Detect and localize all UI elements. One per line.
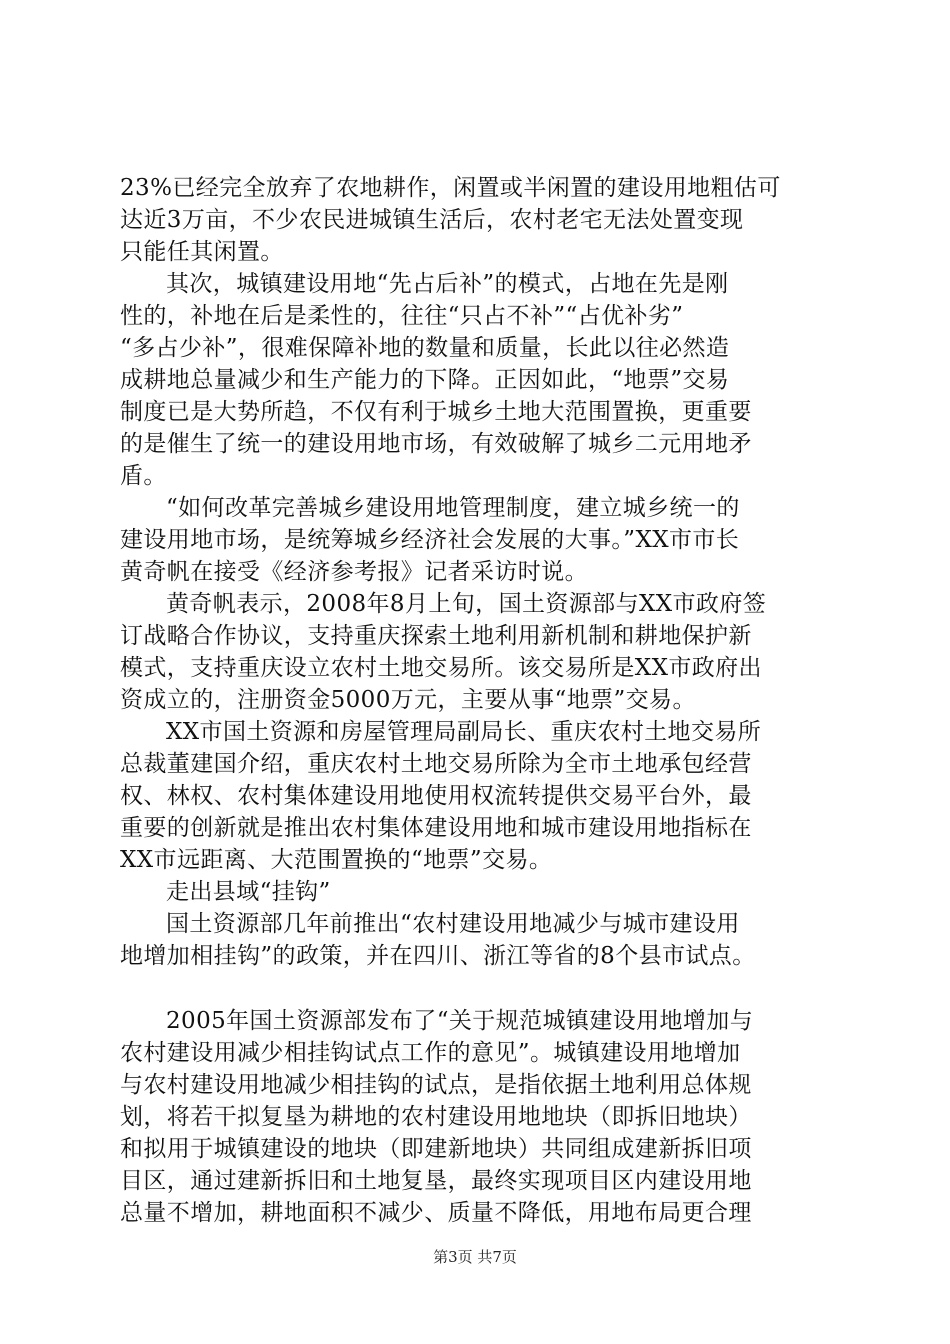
text-line: XX市远距离、大范围置换的“地票”交易。 [120, 847, 553, 873]
text-line: 建设用地市场，是统筹城乡经济社会发展的大事。”XX市市长 [120, 527, 740, 553]
text-line: 重要的创新就是推出农村集体建设用地和城市建设用地指标在 [120, 815, 752, 841]
text-line: 资成立的，注册资金5000万元，主要从事“地票”交易。 [120, 687, 696, 713]
text-line: 总量不增加，耕地面积不减少、质量不降低，用地布局更合理 [120, 1200, 752, 1226]
section-heading: 走出县域“挂钩” [166, 879, 331, 905]
text-line: 成耕地总量减少和生产能力的下降。正因如此，“地票”交易 [120, 367, 730, 393]
text-line: 黄奇帆表示，2008年8月上旬，国土资源部与XX市政府签 [166, 591, 767, 617]
text-line: 国土资源部几年前推出“农村建设用地减少与城市建设用 [166, 911, 740, 937]
text-line: 达近3万亩，不少农民进城镇生活后，农村老宅无法处置变现 [120, 207, 744, 233]
text-line: 总裁董建国介绍，重庆农村土地交易所除为全市土地承包经营 [120, 751, 752, 777]
text-line: 其次，城镇建设用地“先占后补”的模式，占地在先是刚 [166, 271, 729, 297]
text-line: 模式，支持重庆设立农村土地交易所。该交易所是XX市政府出 [120, 655, 762, 681]
text-line: 划，将若干拟复垦为耕地的农村建设用地地块（即拆旧地块） [120, 1104, 752, 1130]
text-line: 和拟用于城镇建设的地块（即建新地块）共同组成建新拆旧项 [120, 1136, 752, 1162]
text-line: 性的，补地在后是柔性的，往往“只占不补”“占优补劣” [120, 303, 684, 329]
text-line: 的是催生了统一的建设用地市场，有效破解了城乡二元用地矛 [120, 431, 752, 457]
text-line: 权、林权、农村集体建设用地使用权流转提供交易平台外，最 [120, 783, 752, 809]
page-number-footer: 第3页 共7页 [433, 1248, 517, 1266]
text-line: 订战略合作协议，支持重庆探索土地利用新机制和耕地保护新 [120, 623, 752, 649]
text-line: XX市国土资源和房屋管理局副局长、重庆农村土地交易所 [166, 719, 762, 745]
text-line: 黄奇帆在接受《经济参考报》记者采访时说。 [120, 559, 588, 585]
text-line: 农村建设用减少相挂钩试点工作的意见”。城镇建设用地增加 [120, 1040, 741, 1066]
text-line: 地增加相挂钩”的政策，并在四川、浙江等省的8个县市试点。 [120, 943, 756, 969]
text-line: 与农村建设用地减少相挂钩的试点，是指依据土地利用总体规 [120, 1072, 752, 1098]
text-line: “如何改革完善城乡建设用地管理制度，建立城乡统一的 [166, 495, 740, 521]
text-line: 23%已经完全放弃了农地耕作，闲置或半闲置的建设用地粗估可 [120, 175, 781, 201]
text-line: 只能任其闲置。 [120, 239, 284, 265]
text-line: 盾。 [120, 463, 167, 489]
text-line: 2005年国土资源部发布了“关于规范城镇建设用地增加与 [166, 1008, 754, 1034]
text-line: “多占少补”，很难保障补地的数量和质量，长此以往必然造 [120, 335, 730, 361]
text-line: 目区，通过建新拆旧和土地复垦，最终实现项目区内建设用地 [120, 1168, 752, 1194]
text-line: 制度已是大势所趋，不仅有利于城乡土地大范围置换，更重要 [120, 399, 752, 425]
